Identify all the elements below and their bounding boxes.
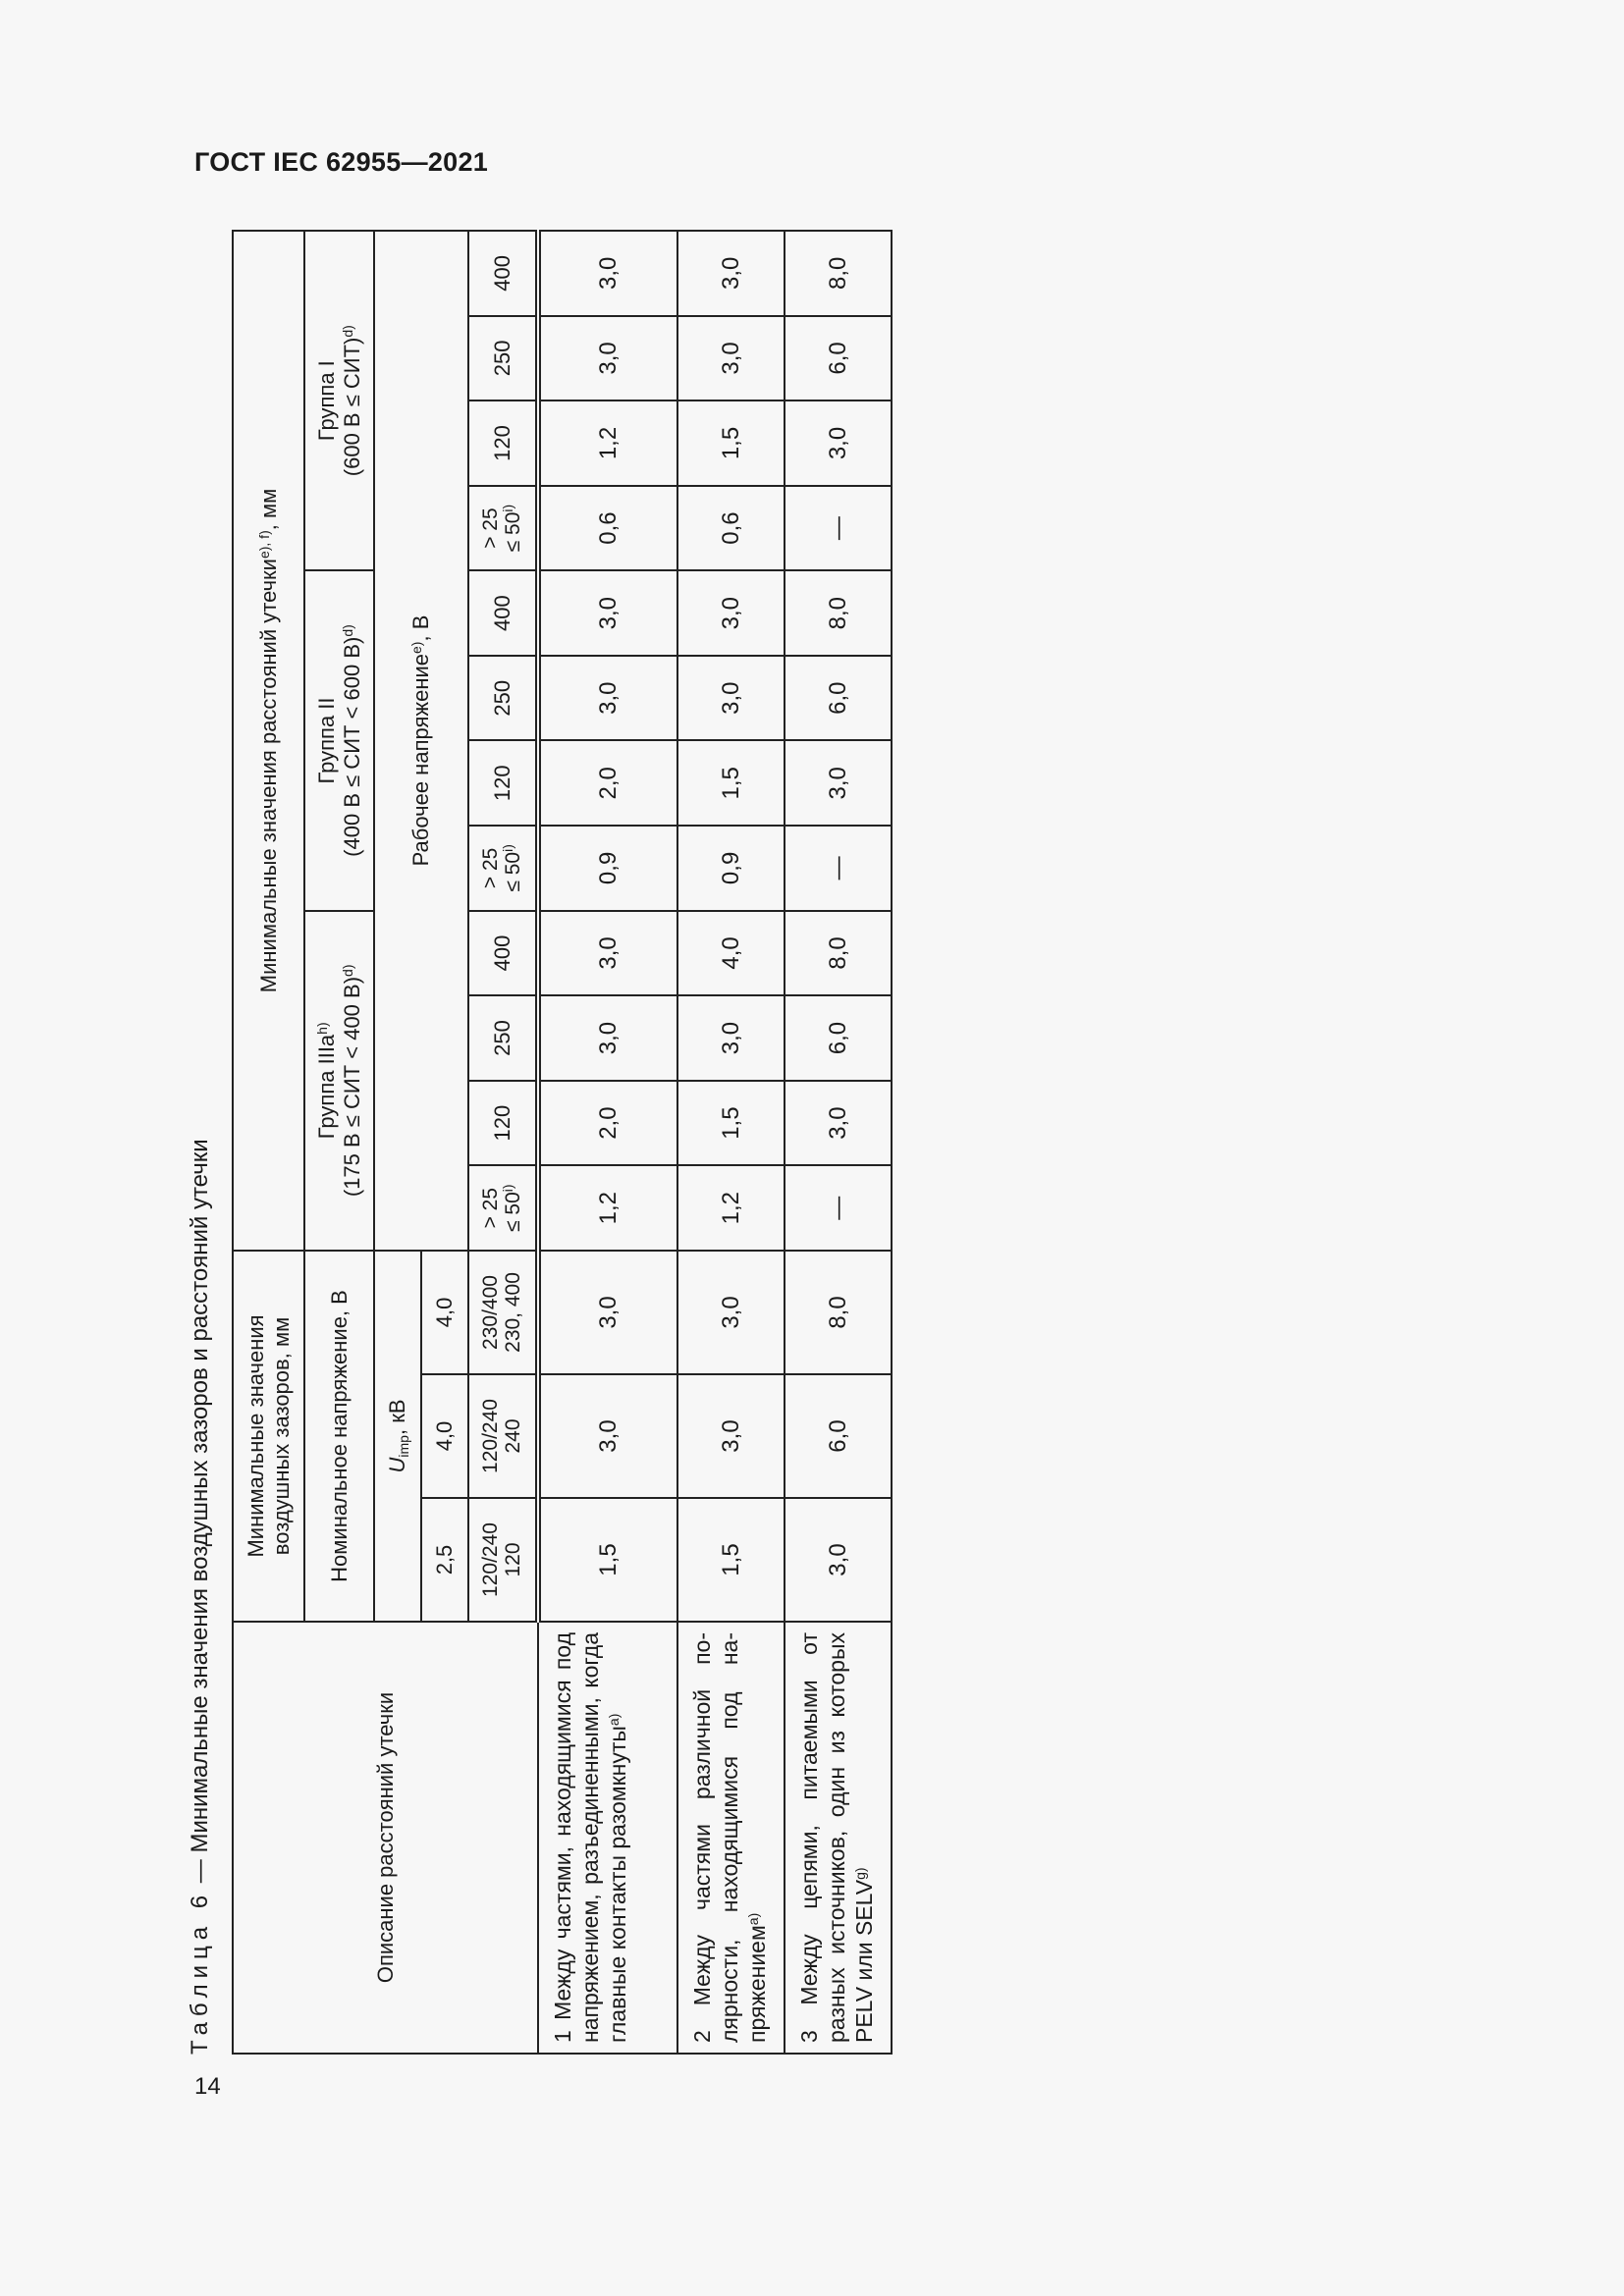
table-cell-value: 1,5 <box>677 1498 785 1622</box>
table-cell-value: 3,0 <box>785 741 892 827</box>
table-cell-value: 4,0 <box>677 911 785 996</box>
footnote-ref: g) <box>852 1867 869 1880</box>
table-cell-value: 2,0 <box>538 1081 677 1166</box>
table-cell-value: 1,2 <box>538 1165 677 1251</box>
range-low: > 25 <box>479 1187 503 1229</box>
working-voltage-value: 120 <box>468 1081 538 1166</box>
working-voltage-text: Рабочее напряжение <box>408 653 434 867</box>
table-cell-value: 1,5 <box>677 741 785 827</box>
uimp-subscript: imp <box>396 1435 412 1458</box>
range-low: > 25 <box>479 507 503 549</box>
clearance-header: Минимальные значения воздушных зазоров, мм <box>233 1251 304 1622</box>
working-voltage-value: 250 <box>468 656 538 741</box>
table-cell-value: 1,2 <box>677 1165 785 1251</box>
nominal-value <box>468 1374 538 1498</box>
caption-prefix: Таблица 6 <box>187 1889 213 2055</box>
table-cell-value: 3,0 <box>677 1374 785 1498</box>
document-header: ГОСТ IEC 62955—2021 <box>194 147 489 177</box>
table-cell-value: 8,0 <box>785 911 892 996</box>
table-cell-value: 2,0 <box>538 741 677 827</box>
group-range: (400 В ≤ СИТ < 600 В) <box>339 636 364 857</box>
table-cell-value: 3,0 <box>538 1374 677 1498</box>
page-number: 14 <box>194 2073 221 2100</box>
row-description <box>677 1622 785 2054</box>
working-voltage-header <box>374 231 468 1251</box>
range-high: ≤ 50 <box>501 511 524 553</box>
row-description <box>538 1622 677 2054</box>
table-cell-value: — <box>785 826 892 911</box>
range-high: ≤ 50 <box>501 1192 524 1232</box>
working-voltage-value: 400 <box>468 570 538 656</box>
table-cell-value: 0,6 <box>538 486 677 571</box>
table-cell-value: 3,0 <box>538 995 677 1081</box>
working-voltage-value: 400 <box>468 231 538 316</box>
table-cell-value: 3,0 <box>538 316 677 401</box>
desc-header: Описание расстояний утечки <box>233 1622 538 2054</box>
table-cell-value: 3,0 <box>538 231 677 316</box>
nominal-value <box>468 1251 538 1374</box>
group-range: (600 В ≤ СИТ) <box>339 337 364 477</box>
footnote-ref: a) <box>745 1912 762 1926</box>
working-voltage-value <box>468 1165 538 1251</box>
uimp-value: 4,0 <box>421 1374 468 1498</box>
table-cell-value: 0,9 <box>538 826 677 911</box>
footnote-ref: h) <box>314 1022 331 1035</box>
table-cell-value: 6,0 <box>785 995 892 1081</box>
uimp-header <box>374 1251 421 1622</box>
table-cell-value: 0,9 <box>677 826 785 911</box>
clearance-creepage-table <box>232 230 893 2055</box>
footnote-ref: i) <box>499 844 515 852</box>
table-cell-value: 3,0 <box>677 231 785 316</box>
group-name: Группа II <box>314 697 340 784</box>
nominal-value-line: 120 <box>501 1542 524 1577</box>
table-cell-value: 3,0 <box>677 1251 785 1374</box>
nominal-value-line: 230, 400 <box>501 1272 524 1353</box>
table-cell-value: 3,0 <box>538 656 677 741</box>
table-cell-value: 3,0 <box>677 570 785 656</box>
group-name: Группа IIIa <box>314 1034 340 1140</box>
footnote-ref: e), f) <box>255 530 272 560</box>
footnote-ref: d) <box>339 624 355 637</box>
working-voltage-value <box>468 826 538 911</box>
table-cell-value: 3,0 <box>677 995 785 1081</box>
table-cell-value: 6,0 <box>785 656 892 741</box>
uimp-value: 4,0 <box>421 1251 468 1374</box>
table-cell-value: 3,0 <box>538 911 677 996</box>
table-cell-value: 0,6 <box>677 486 785 571</box>
nominal-value-line: 240 <box>501 1418 524 1454</box>
creepage-header-text: Минимальные значения расстояний утечки <box>255 559 281 993</box>
table-cell-value: — <box>785 1165 892 1251</box>
table-cell-value: 1,5 <box>677 1081 785 1166</box>
table-cell-value: 1,5 <box>538 1498 677 1622</box>
table-row <box>677 231 785 2054</box>
footnote-ref: e) <box>408 641 425 654</box>
working-voltage-value: 250 <box>468 995 538 1081</box>
table-cell-value: 6,0 <box>785 1374 892 1498</box>
table-row <box>538 231 677 2054</box>
caption-text: — Минимальные значения воздушных зазоров и расстояний утечки <box>187 1139 213 1890</box>
creepage-header <box>233 231 304 1251</box>
table-cell-value: 3,0 <box>785 1081 892 1166</box>
rotated-table-block <box>187 232 891 2055</box>
row-description-text: 3 Между цепями, питаемыми от разных источников, один из которых PELV или SELV <box>796 1632 878 2043</box>
row-description <box>785 1622 892 2054</box>
working-voltage-value: 120 <box>468 741 538 827</box>
table-row <box>785 231 892 2054</box>
creepage-header-suffix: , мм <box>255 488 281 531</box>
uimp-value: 2,5 <box>421 1498 468 1622</box>
working-voltage-value: 400 <box>468 911 538 996</box>
range-low: > 25 <box>479 847 503 889</box>
group-header <box>304 570 374 910</box>
group-name: Группа I <box>314 360 340 442</box>
uimp-unit: , кВ <box>385 1399 410 1436</box>
nominal-value-line: 120/240 <box>479 1399 503 1473</box>
row-description-text: 2 Между частями различной полярности, находящимися под напряжением <box>689 1632 771 2043</box>
working-voltage-value: 120 <box>468 400 538 486</box>
table-cell-value: 3,0 <box>538 570 677 656</box>
working-voltage-value <box>468 486 538 571</box>
table-cell-value: 1,5 <box>677 400 785 486</box>
table-cell-value: 8,0 <box>785 1251 892 1374</box>
table-cell-value: 3,0 <box>677 316 785 401</box>
footnote-ref: i) <box>499 1184 515 1193</box>
nominal-value-line: 120/240 <box>479 1522 503 1597</box>
nominal-value-line: 230/400 <box>479 1275 503 1350</box>
table-cell-value: 8,0 <box>785 570 892 656</box>
table-cell-value: 3,0 <box>538 1251 677 1374</box>
table-cell-value: 8,0 <box>785 231 892 316</box>
group-header <box>304 911 374 1251</box>
group-range: (175 В ≤ СИТ < 400 В) <box>339 976 364 1198</box>
footnote-ref: i) <box>499 504 515 512</box>
table-cell-value: 3,0 <box>785 1498 892 1622</box>
table-caption <box>187 1139 214 2055</box>
table-cell-value: 3,0 <box>785 400 892 486</box>
row-description-text: 1 Между частями, находящимися под напряжением, разъединенными, когда главные контакты разомкнуты <box>550 1632 631 2043</box>
table-cell-value: 3,0 <box>677 656 785 741</box>
group-header <box>304 231 374 570</box>
footnote-ref: d) <box>339 325 355 338</box>
table-cell-value: — <box>785 486 892 571</box>
working-voltage-value: 250 <box>468 316 538 401</box>
working-voltage-unit: , В <box>408 614 434 642</box>
table-cell-value: 1,2 <box>538 400 677 486</box>
nominal-voltage-header: Номинальное напряжение, В <box>304 1251 374 1622</box>
nominal-value <box>468 1498 538 1622</box>
uimp-symbol: U <box>385 1457 410 1473</box>
range-high: ≤ 50 <box>501 851 524 892</box>
footnote-ref: d) <box>339 964 355 977</box>
table-cell-value: 6,0 <box>785 316 892 401</box>
footnote-ref: a) <box>606 1713 623 1727</box>
